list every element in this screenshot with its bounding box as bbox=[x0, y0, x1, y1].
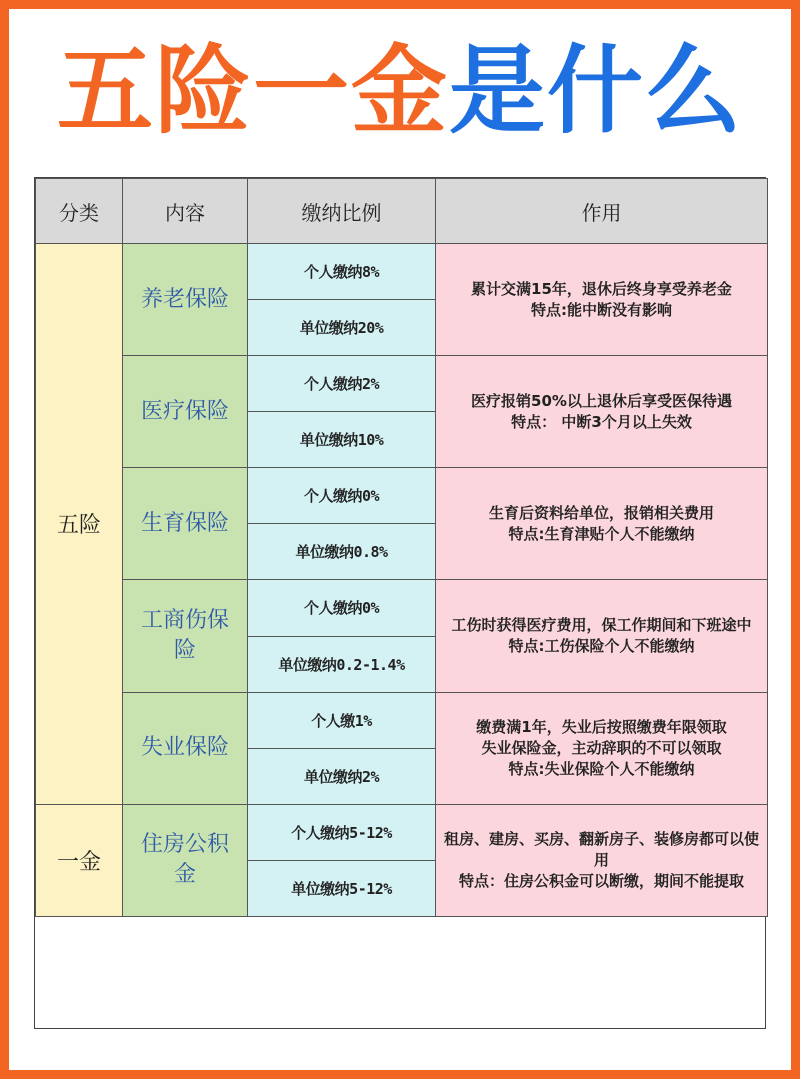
category-five-insurances: 五险 bbox=[35, 243, 123, 805]
header-effect: 作用 bbox=[435, 178, 768, 244]
effect-line: 生育后资料给单位，报销相关费用 bbox=[488, 503, 714, 522]
company-rate: 单位缴纳0.8% bbox=[247, 523, 436, 580]
effect-line: 特点： 中断3个月以上失效 bbox=[511, 412, 692, 431]
effect-line: 特点:工伤保险个人不能缴纳 bbox=[508, 636, 695, 655]
header-content: 内容 bbox=[122, 178, 248, 244]
personal-rate: 个人缴纳5-12% bbox=[247, 804, 436, 861]
insurance-table bbox=[34, 177, 766, 1029]
title-part2: 是什么 bbox=[449, 35, 743, 147]
effect-line: 累计交满15年，退休后终身享受养老金 bbox=[471, 279, 732, 298]
effect-cell bbox=[435, 692, 768, 805]
effect-cell bbox=[435, 804, 768, 917]
company-rate: 单位缴纳0.2-1.4% bbox=[247, 636, 436, 693]
effect-line: 缴费满1年，失业后按照缴费年限领取 bbox=[476, 717, 727, 736]
category-housing-fund: 一金 bbox=[35, 804, 123, 917]
effect-line: 租房、建房、买房、翻新房子、装修房都可以使用 bbox=[443, 829, 759, 869]
effect-cell bbox=[435, 355, 768, 468]
effect-line: 失业保险金，主动辞职的不可以领取 bbox=[481, 738, 722, 757]
personal-rate: 个人缴纳0% bbox=[247, 579, 436, 636]
effect-line: 特点：住房公积金可以断缴，期间不能提取 bbox=[458, 871, 744, 890]
company-rate: 单位缴纳20% bbox=[247, 299, 436, 356]
effect-line: 特点:生育津贴个人不能缴纳 bbox=[508, 524, 695, 543]
effect-line: 医疗报销50%以上退休后享受医保待遇 bbox=[471, 391, 732, 410]
effect-cell bbox=[435, 467, 768, 580]
effect-line: 特点:失业保险个人不能缴纳 bbox=[508, 759, 695, 778]
effect-line: 特点:能中断没有影响 bbox=[530, 300, 672, 319]
page-title bbox=[0, 36, 800, 146]
personal-rate: 个人缴1% bbox=[247, 692, 436, 749]
personal-rate: 个人缴纳8% bbox=[247, 243, 436, 300]
insurance-name: 失业保险 bbox=[122, 692, 248, 805]
personal-rate: 个人缴纳2% bbox=[247, 355, 436, 412]
effect-cell bbox=[435, 243, 768, 356]
insurance-name: 生育保险 bbox=[122, 467, 248, 580]
insurance-name: 养老保险 bbox=[122, 243, 248, 356]
header-ratio: 缴纳比例 bbox=[247, 178, 436, 244]
personal-rate: 个人缴纳0% bbox=[247, 467, 436, 524]
company-rate: 单位缴纳5-12% bbox=[247, 860, 436, 917]
effect-line: 工伤时获得医疗费用，保工作期间和下班途中 bbox=[451, 615, 752, 634]
company-rate: 单位缴纳10% bbox=[247, 411, 436, 468]
insurance-name: 工商伤保险 bbox=[122, 579, 248, 692]
title-part1: 五险一金 bbox=[57, 35, 449, 147]
company-rate: 单位缴纳2% bbox=[247, 748, 436, 805]
header-category: 分类 bbox=[35, 178, 123, 244]
insurance-name: 医疗保险 bbox=[122, 355, 248, 468]
effect-cell bbox=[435, 579, 768, 692]
insurance-name: 住房公积金 bbox=[122, 804, 248, 917]
